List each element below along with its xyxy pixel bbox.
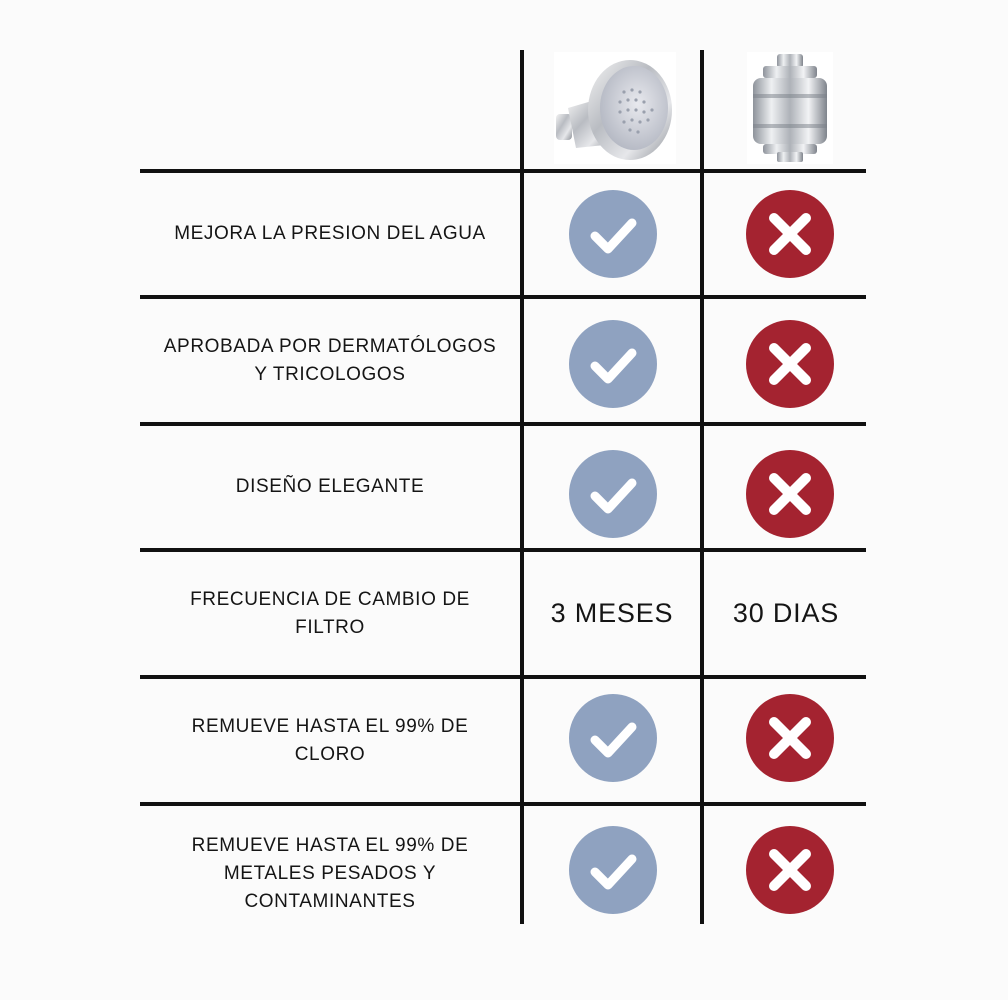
shower-head-product-image xyxy=(554,52,676,164)
cross-icon xyxy=(745,449,835,539)
check-icon xyxy=(568,189,658,279)
filter-change-value-a: 3 MESES xyxy=(550,598,674,628)
feature-label-text: MEJORA LA PRESION DEL AGUA xyxy=(174,223,486,244)
feature-label-text: REMUEVE HASTA EL 99% DE METALES PESADOS Y CONTAMINANTES xyxy=(191,835,469,912)
feature-label-text: REMUEVE HASTA EL 99% DE CLORO xyxy=(191,715,469,765)
column-divider-1 xyxy=(520,50,524,924)
check-icon xyxy=(568,825,658,915)
check-icon xyxy=(568,449,658,539)
check-icon xyxy=(568,693,658,783)
feature-label-text: FRECUENCIA DE CAMBIO DE FILTRO xyxy=(190,588,470,638)
feature-row-label xyxy=(140,299,520,422)
feature-row-label xyxy=(140,679,520,802)
feature-label-text: APROBADA POR DERMATÓLOGOS Y TRICOLOGOS xyxy=(163,335,497,385)
filter-change-value-b: 30 DIAS xyxy=(732,598,840,628)
inline-filter-product-image xyxy=(747,52,833,164)
cross-icon xyxy=(745,189,835,279)
feature-row-label xyxy=(140,806,520,942)
check-icon xyxy=(568,319,658,409)
column-divider-2 xyxy=(700,50,704,924)
feature-row-label xyxy=(140,173,520,295)
feature-row-label xyxy=(140,552,520,675)
cross-icon xyxy=(745,319,835,409)
cross-icon xyxy=(745,825,835,915)
cross-icon xyxy=(745,693,835,783)
feature-row-label xyxy=(140,426,520,548)
feature-label-text: DISEÑO ELEGANTE xyxy=(235,476,425,497)
